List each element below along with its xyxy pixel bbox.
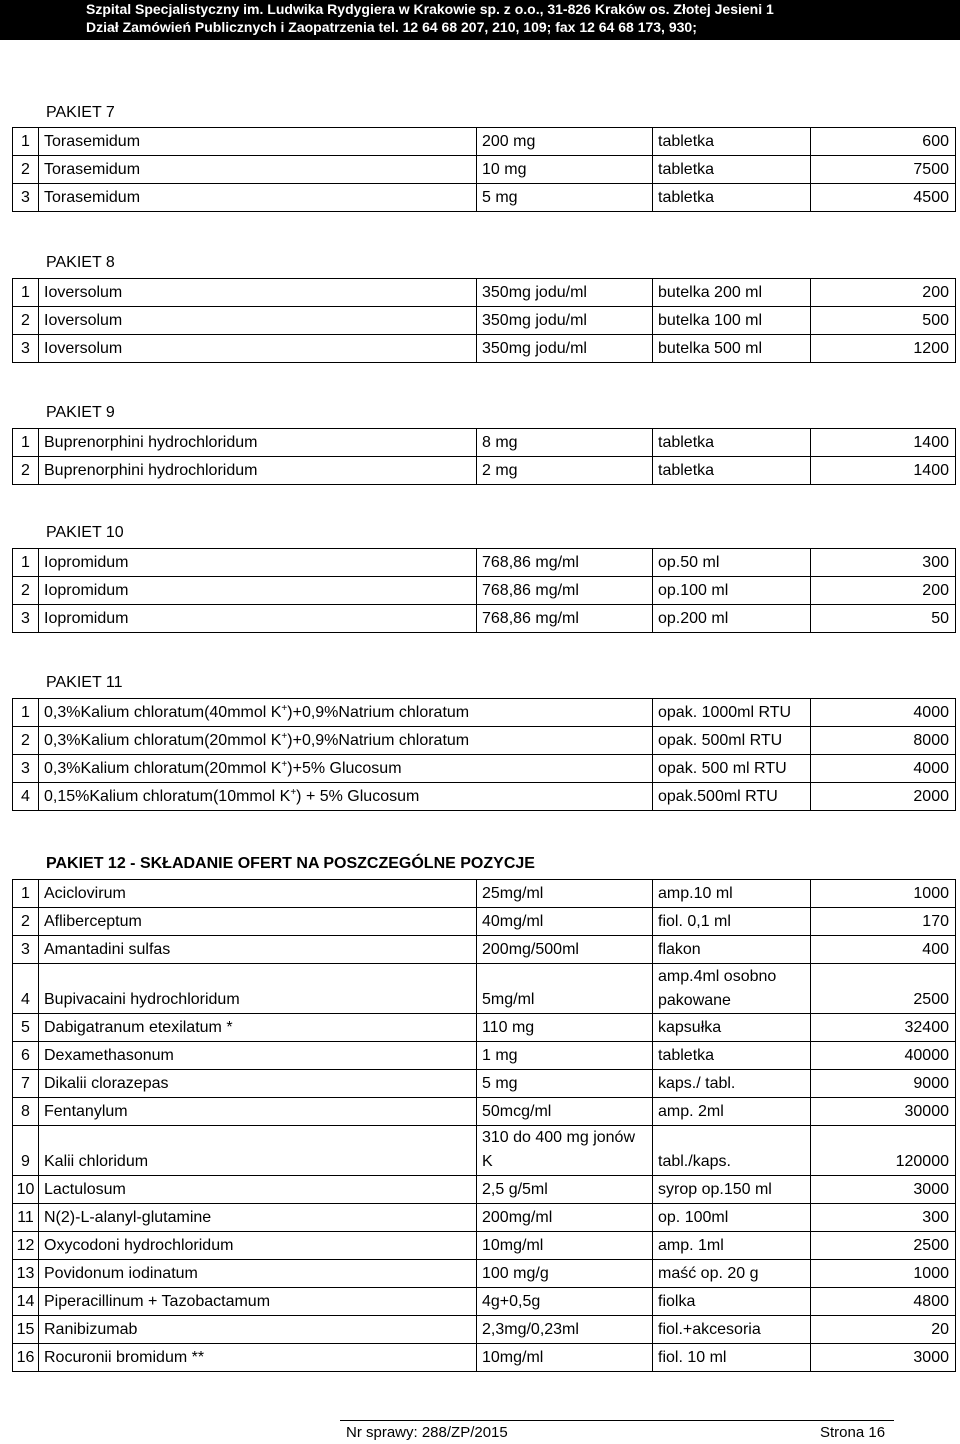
- drug-name: Oxycodoni hydrochloridum: [39, 1232, 477, 1260]
- drug-name: Dexamethasonum: [39, 1042, 477, 1070]
- pakiet-11-title: PAKIET 11: [46, 674, 123, 691]
- drug-name: Iopromidum: [39, 577, 477, 605]
- drug-quantity: 4000: [811, 755, 956, 783]
- row-number: 1: [13, 549, 39, 577]
- pakiet-12-title: PAKIET 12 - SKŁADANIE OFERT NA POSZCZEGÓLNE POZYCJE: [46, 855, 535, 872]
- table-row: [13, 577, 956, 605]
- table-row: [13, 279, 956, 307]
- drug-dose: 10mg/ml: [477, 1344, 653, 1372]
- drug-quantity: 2500: [811, 1232, 956, 1260]
- drug-form: butelka 500 ml: [653, 335, 811, 363]
- pakiet-10-title: PAKIET 10: [46, 524, 124, 541]
- drug-form: op.200 ml: [653, 605, 811, 633]
- row-number: 1: [13, 699, 39, 727]
- case-number: Nr sprawy: 288/ZP/2015: [346, 1424, 508, 1441]
- drug-form: op.100 ml: [653, 577, 811, 605]
- drug-quantity: 300: [811, 1204, 956, 1232]
- drug-name: Fentanylum: [39, 1098, 477, 1126]
- table-row: [13, 1042, 956, 1070]
- table-row: [13, 307, 956, 335]
- drug-quantity: 50: [811, 605, 956, 633]
- drug-dose: 2 mg: [477, 457, 653, 485]
- row-number: 3: [13, 605, 39, 633]
- drug-dose: 5 mg: [477, 184, 653, 212]
- row-number: 5: [13, 1014, 39, 1042]
- row-number: 8: [13, 1098, 39, 1126]
- drug-quantity: 1000: [811, 1260, 956, 1288]
- drug-name: Ioversolum: [39, 335, 477, 363]
- drug-form: tabletka: [653, 1042, 811, 1070]
- drug-name: Ioversolum: [39, 279, 477, 307]
- drug-dose: 10 mg: [477, 156, 653, 184]
- drug-form: opak. 500ml RTU: [653, 727, 811, 755]
- table-row: [13, 964, 956, 1014]
- drug-name-part: )+0,9%Natrium chloratum: [287, 703, 470, 721]
- row-number: 1: [13, 429, 39, 457]
- drug-dose: 4g+0,5g: [477, 1288, 653, 1316]
- drug-quantity: 600: [811, 128, 956, 156]
- footer-divider: [340, 1420, 894, 1421]
- table-row: [13, 936, 956, 964]
- drug-name: Iopromidum: [39, 605, 477, 633]
- table-row: [13, 1098, 956, 1126]
- drug-name: Buprenorphini hydrochloridum: [39, 457, 477, 485]
- drug-quantity: 3000: [811, 1176, 956, 1204]
- drug-name-part: )+0,9%Natrium chloratum: [287, 731, 470, 749]
- row-number: 2: [13, 727, 39, 755]
- drug-name: Aciclovirum: [39, 880, 477, 908]
- table-row: [13, 335, 956, 363]
- row-number: 4: [13, 964, 39, 1014]
- drug-name: Bupivacaini hydrochloridum: [39, 964, 477, 1014]
- row-number: 12: [13, 1232, 39, 1260]
- row-number: 10: [13, 1176, 39, 1204]
- drug-name: Amantadini sulfas: [39, 936, 477, 964]
- row-number: 2: [13, 156, 39, 184]
- drug-quantity: 7500: [811, 156, 956, 184]
- drug-form: maść op. 20 g: [653, 1260, 811, 1288]
- drug-quantity: 8000: [811, 727, 956, 755]
- pakiet-9-table: [12, 428, 956, 485]
- pakiet-9-title: PAKIET 9: [46, 404, 115, 421]
- drug-name-part: 0,3%Kalium chloratum(20mmol K: [44, 731, 282, 749]
- row-number: 13: [13, 1260, 39, 1288]
- drug-dose: 10mg/ml: [477, 1232, 653, 1260]
- drug-quantity: 2500: [811, 964, 956, 1014]
- drug-quantity: 500: [811, 307, 956, 335]
- table-row: [13, 457, 956, 485]
- table-row: [13, 1344, 956, 1372]
- drug-quantity: 170: [811, 908, 956, 936]
- row-number: 7: [13, 1070, 39, 1098]
- drug-dose: 310 do 400 mg jonów K: [477, 1126, 653, 1176]
- drug-quantity: 4000: [811, 699, 956, 727]
- row-number: 2: [13, 457, 39, 485]
- row-number: 2: [13, 307, 39, 335]
- pakiet-7-table: [12, 127, 956, 212]
- table-row: [13, 184, 956, 212]
- drug-form: opak. 500 ml RTU: [653, 755, 811, 783]
- header-department-contact: Dział Zamówień Publicznych i Zaopatrzenia tel. 12 64 68 207, 210, 109; fax 12 64 68 173, 930;: [86, 19, 697, 35]
- drug-form: kaps./ tabl.: [653, 1070, 811, 1098]
- drug-dose: 5 mg: [477, 1070, 653, 1098]
- pakiet-7-title: PAKIET 7: [46, 104, 115, 121]
- row-number: 2: [13, 908, 39, 936]
- drug-dose: 2,5 g/5ml: [477, 1176, 653, 1204]
- drug-dose: 768,86 mg/ml: [477, 577, 653, 605]
- header-hospital-name: Szpital Specjalistyczny im. Ludwika Rydygiera w Krakowie sp. z o.o., 31-826 Kraków os. Złotej Jesieni 1: [86, 1, 774, 17]
- drug-form: syrop op.150 ml: [653, 1176, 811, 1204]
- drug-form: tabletka: [653, 156, 811, 184]
- row-number: 11: [13, 1204, 39, 1232]
- pakiet-8-table: [12, 278, 956, 363]
- drug-dose: 350mg jodu/ml: [477, 307, 653, 335]
- drug-dose: 8 mg: [477, 429, 653, 457]
- drug-quantity: 4500: [811, 184, 956, 212]
- row-number: 16: [13, 1344, 39, 1372]
- row-number: 9: [13, 1126, 39, 1176]
- drug-quantity: 2000: [811, 783, 956, 811]
- row-number: 3: [13, 755, 39, 783]
- drug-name: Piperacillinum + Tazobactamum: [39, 1288, 477, 1316]
- drug-form: op. 100ml: [653, 1204, 811, 1232]
- drug-name: Iopromidum: [39, 549, 477, 577]
- ion-charge: +: [281, 758, 288, 770]
- table-row: [13, 727, 956, 755]
- row-number: 3: [13, 936, 39, 964]
- drug-form: amp.10 ml: [653, 880, 811, 908]
- drug-dose: 2,3mg/0,23ml: [477, 1316, 653, 1344]
- drug-name: Dikalii clorazepas: [39, 1070, 477, 1098]
- drug-dose: 200 mg: [477, 128, 653, 156]
- drug-quantity: 1400: [811, 457, 956, 485]
- drug-name: Ranibizumab: [39, 1316, 477, 1344]
- table-row: [13, 783, 956, 811]
- table-row: [13, 908, 956, 936]
- drug-dose: 100 mg/g: [477, 1260, 653, 1288]
- ion-charge: +: [281, 730, 288, 742]
- table-row: [13, 1126, 956, 1176]
- drug-quantity: 40000: [811, 1042, 956, 1070]
- drug-quantity: 9000: [811, 1070, 956, 1098]
- drug-form: fiol. 0,1 ml: [653, 908, 811, 936]
- drug-form: flakon: [653, 936, 811, 964]
- drug-dose: 200mg/500ml: [477, 936, 653, 964]
- drug-name: [39, 727, 653, 755]
- drug-name: N(2)-L-alanyl-glutamine: [39, 1204, 477, 1232]
- row-number: 2: [13, 577, 39, 605]
- row-number: 1: [13, 128, 39, 156]
- drug-form: tabl./kaps.: [653, 1126, 811, 1176]
- table-row: [13, 128, 956, 156]
- drug-form: fiol. 10 ml: [653, 1344, 811, 1372]
- row-number: 3: [13, 335, 39, 363]
- drug-name: Dabigatranum etexilatum *: [39, 1014, 477, 1042]
- drug-form: kapsułka: [653, 1014, 811, 1042]
- drug-dose: 350mg jodu/ml: [477, 335, 653, 363]
- drug-dose: 768,86 mg/ml: [477, 549, 653, 577]
- drug-dose: 200mg/ml: [477, 1204, 653, 1232]
- drug-name: [39, 699, 653, 727]
- drug-form: amp.4ml osobno pakowane: [653, 964, 811, 1014]
- pakiet-8-title: PAKIET 8: [46, 254, 115, 271]
- ion-charge: +: [281, 702, 288, 714]
- table-row: [13, 1316, 956, 1344]
- drug-name: Lactulosum: [39, 1176, 477, 1204]
- drug-name-part: 0,3%Kalium chloratum(40mmol K: [44, 703, 282, 721]
- drug-quantity: 1000: [811, 880, 956, 908]
- drug-name: Ioversolum: [39, 307, 477, 335]
- table-row: [13, 605, 956, 633]
- drug-name-part: 0,3%Kalium chloratum(20mmol K: [44, 759, 282, 777]
- table-row: [13, 880, 956, 908]
- drug-form: tabletka: [653, 429, 811, 457]
- drug-name: Kalii chloridum: [39, 1126, 477, 1176]
- drug-quantity: 30000: [811, 1098, 956, 1126]
- drug-quantity: 300: [811, 549, 956, 577]
- table-row: [13, 429, 956, 457]
- drug-name: [39, 783, 653, 811]
- drug-quantity: 1400: [811, 429, 956, 457]
- row-number: 1: [13, 880, 39, 908]
- drug-dose: 5mg/ml: [477, 964, 653, 1014]
- drug-form: tabletka: [653, 128, 811, 156]
- drug-form: tabletka: [653, 184, 811, 212]
- table-row: [13, 1260, 956, 1288]
- row-number: 6: [13, 1042, 39, 1070]
- drug-name: Torasemidum: [39, 184, 477, 212]
- drug-name: [39, 755, 653, 783]
- drug-form: op.50 ml: [653, 549, 811, 577]
- drug-dose: 50mcg/ml: [477, 1098, 653, 1126]
- drug-form: amp. 2ml: [653, 1098, 811, 1126]
- table-row: [13, 699, 956, 727]
- row-number: 15: [13, 1316, 39, 1344]
- drug-quantity: 1200: [811, 335, 956, 363]
- pakiet-11-table: [12, 698, 956, 811]
- pakiet-12-table: [12, 879, 956, 1372]
- drug-quantity: 3000: [811, 1344, 956, 1372]
- drug-name: Buprenorphini hydrochloridum: [39, 429, 477, 457]
- drug-form: fiol.+akcesoria: [653, 1316, 811, 1344]
- drug-form: butelka 100 ml: [653, 307, 811, 335]
- drug-quantity: 200: [811, 577, 956, 605]
- table-row: [13, 1176, 956, 1204]
- row-number: 14: [13, 1288, 39, 1316]
- drug-form: opak. 1000ml RTU: [653, 699, 811, 727]
- page-header: [0, 0, 960, 40]
- drug-name-part: )+5% Glucosum: [287, 759, 402, 777]
- table-row: [13, 1070, 956, 1098]
- drug-quantity: 200: [811, 279, 956, 307]
- row-number: 4: [13, 783, 39, 811]
- drug-dose: 25mg/ml: [477, 880, 653, 908]
- table-row: [13, 156, 956, 184]
- drug-name-part: 0,15%Kalium chloratum(10mmol K: [44, 787, 291, 805]
- drug-form: butelka 200 ml: [653, 279, 811, 307]
- row-number: 3: [13, 184, 39, 212]
- drug-dose: 350mg jodu/ml: [477, 279, 653, 307]
- drug-quantity: 32400: [811, 1014, 956, 1042]
- row-number: 1: [13, 279, 39, 307]
- ion-charge: +: [290, 786, 297, 798]
- drug-quantity: 20: [811, 1316, 956, 1344]
- pakiet-10-table: [12, 548, 956, 633]
- drug-name: Povidonum iodinatum: [39, 1260, 477, 1288]
- drug-name: Torasemidum: [39, 128, 477, 156]
- drug-form: opak.500ml RTU: [653, 783, 811, 811]
- page-number: Strona 16: [820, 1424, 886, 1441]
- drug-dose: 1 mg: [477, 1042, 653, 1070]
- table-row: [13, 1204, 956, 1232]
- drug-name: Afliberceptum: [39, 908, 477, 936]
- drug-quantity: 120000: [811, 1126, 956, 1176]
- table-row: [13, 755, 956, 783]
- table-row: [13, 1232, 956, 1260]
- drug-name: Rocuronii bromidum **: [39, 1344, 477, 1372]
- drug-quantity: 4800: [811, 1288, 956, 1316]
- drug-dose: 110 mg: [477, 1014, 653, 1042]
- drug-name-part: ) + 5% Glucosum: [296, 787, 420, 805]
- drug-quantity: 400: [811, 936, 956, 964]
- drug-form: fiolka: [653, 1288, 811, 1316]
- table-row: [13, 1288, 956, 1316]
- drug-form: amp. 1ml: [653, 1232, 811, 1260]
- drug-dose: 40mg/ml: [477, 908, 653, 936]
- drug-name: Torasemidum: [39, 156, 477, 184]
- drug-dose: 768,86 mg/ml: [477, 605, 653, 633]
- drug-form: tabletka: [653, 457, 811, 485]
- table-row: [13, 1014, 956, 1042]
- table-row: [13, 549, 956, 577]
